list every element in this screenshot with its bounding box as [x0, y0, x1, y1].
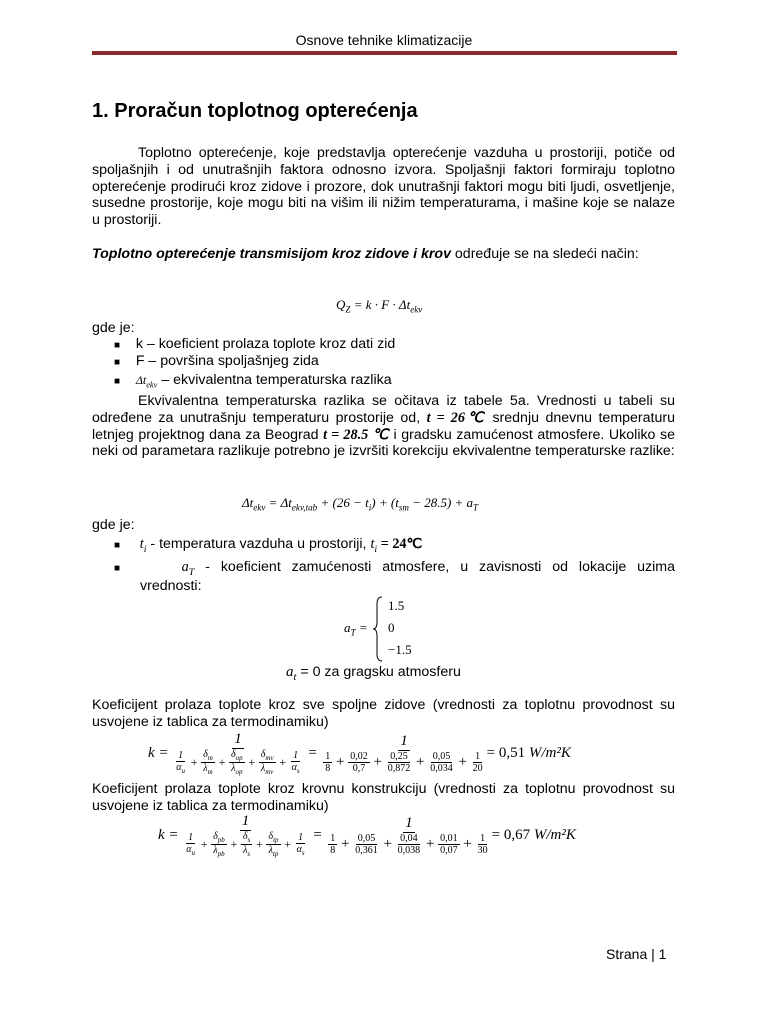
bullet-marker: ■: [114, 563, 128, 574]
k-lhs-roof: k =: [158, 827, 183, 843]
formula-walls: k = 1 $\frac{1}{\alpha_u}$ + $\frac{\delta_m}{\lambda_m}$ + $\frac{\delta_{op}}{\lambda_{op}}$ + $\frac{\delta_{mv}}{\lambda_{mv}}$ + $\frac{1}{\alpha_s}$ = 1 $\frac{1}{8}$ + $\frac{0,02}{0,7}$ + $\frac{0,25}{0,872}$ + $\frac{0,05}{0,034}$ + $\frac{1}{20}$ = 0,51 W/m²K: [148, 731, 571, 776]
bullet-marker: ■: [114, 376, 121, 387]
ti-symbol: $t_i$: [139, 536, 147, 555]
walls-value-fraction: 1 $\frac{1}{8}$ + $\frac{0,02}{0,7}$ + $\frac{0,25}{0,872}$ + $\frac{0,05}{0,034}$ + $\frac{1}{20}$: [325, 733, 483, 774]
equivalent-part3: i gradsku zamućenost atmosfere. Ukoliko se neki od parametara razlikuje potrebno je izvršiti korekciju ekvivalentne temperaturske razlike:: [92, 426, 675, 460]
bullet-f: [114, 353, 319, 369]
formula-qz: $Q_Z = k \cdot F \cdot \Delta t_{ekv}$: [336, 297, 423, 315]
bullet-marker: ■: [114, 540, 121, 551]
at-value-1: 1.5: [388, 598, 405, 613]
k-lhs: k =: [148, 745, 173, 761]
bullet-marker: ■: [114, 357, 121, 368]
bullet-marker: ■: [114, 340, 121, 351]
roof-paragraph: Koeficijent prolaza toplote kroz krovnu konstrukciju (vrednosti za toplotnu provodnost su usvojene iz tablica za termodinamiku): [92, 781, 675, 814]
section-heading: 1. Proračun toplotnog opterećenja: [92, 100, 418, 122]
formula-roof: k = 1 $\frac{1}{\alpha_u}$ + $\frac{\delta_{pb}}{\lambda_{pb}}$ + $\frac{\delta_s}{\lambda_s}$ + $\frac{\delta_{tp}}{\lambda_{tp}}$ + $\frac{1}{\alpha_s}$ = 1 $\frac{1}{8}$ + $\frac{0,05}{0,361}$ + $\frac{0,04}{0,038}$ + $\frac{0,01}{0,07}$ + $\frac{1}{30}$ = 0,67 W/m²K: [158, 813, 576, 858]
equivalent-paragraph: [92, 393, 675, 460]
gde-je-label-2: gde je:: [92, 517, 135, 533]
bullet-at-text: - koeficient zamućenosti atmosfere, u zavisnosti od lokacije uzima: [194, 559, 675, 575]
bullet-dt: [114, 372, 392, 389]
bullet-at-text-2: vrednosti:: [140, 578, 202, 594]
t-inside-value: t = 26℃: [426, 409, 486, 426]
walls-unit: W/m²K: [528, 745, 571, 761]
bullet-k: [114, 336, 395, 352]
formula-correction: $\Delta t_{ekv} = \Delta t_{ekv,tab} + (26 - t_i) + (t_{sm} - 28.5) + a_T$: [242, 495, 479, 513]
urban-lhs: a: [286, 664, 294, 680]
gde-je-label: gde je:: [92, 320, 135, 336]
bullet-k-text: k – koeficient prolaza toplote kroz dati zid: [135, 336, 396, 352]
at-value-2: 0: [388, 620, 395, 635]
bullet-f-text: F – površina spoljašnjeg zida: [135, 353, 319, 369]
roof-result: = 0,67: [491, 827, 531, 843]
transmission-title: Toplotno opterećenje transmisijom kroz zidove i krov: [92, 246, 451, 262]
transmission-paragraph: [92, 246, 675, 263]
page-number: Strana | 1: [606, 946, 667, 962]
roof-unit: W/m²K: [533, 827, 576, 843]
ti-value-sub: i: [374, 543, 378, 555]
brace-icon: [372, 596, 384, 662]
walls-result: = 0,51: [486, 745, 526, 761]
bullet-at: [114, 559, 675, 578]
at-symbol: $a_T$: [181, 559, 195, 578]
header-rule: [92, 51, 677, 55]
roof-main-fraction: 1 $\frac{1}{\alpha_u}$ + $\frac{\delta_{pb}}{\lambda_{pb}}$ + $\frac{\delta_s}{\lambda_s}$ + $\frac{\delta_{tp}}{\lambda_{tp}}$ + $\frac{1}{\alpha_s}$: [186, 813, 305, 858]
roof-value-fraction: 1 $\frac{1}{8}$ + $\frac{0,05}{0,361}$ + $\frac{0,04}{0,038}$ + $\frac{0,01}{0,07}$ + $\frac{1}{30}$: [330, 815, 488, 856]
at-lhs: $a_T$ =: [344, 620, 368, 638]
dt-ekv-symbol: $\Delta t_{ekv}$: [135, 373, 158, 390]
walls-paragraph: Koeficijent prolaza toplote kroz sve spoljne zidove (vrednosti za toplotnu provodnost su usvojene iz tablica za termodinamiku): [92, 697, 675, 730]
intro-paragraph: Toplotno opterećenje, koje predstavlja opterećenje vazduha u prostoriji, potiče od spoljašnjih i od unutrašnjih faktora odnosno izvora. Spoljašnji faktori formiraju toplotno opterećenje prodirući kroz zidove i prozore, dok unutrašnji faktori mogu biti ljudi, osvetljenje, susedne prostorije, koje mogu biti na višim ili nižim temperaturama, i mašine koje se nalaze u prostoriji.: [92, 145, 675, 229]
running-header: Osnove tehnike klimatizacije: [295, 32, 473, 48]
t-day-value: t = 28.5 ℃: [323, 426, 389, 443]
bullet-ti: [114, 536, 422, 555]
at-value-3: −1.5: [388, 642, 412, 657]
bullet-ti-text: - temperatura vazduha u prostoriji,: [146, 536, 371, 552]
ti-value: = 24℃: [377, 536, 423, 552]
bullet-dt-text: – ekvivalentna temperaturska razlika: [161, 372, 392, 388]
urban-text: = 0 za gragsku atmosferu: [296, 664, 461, 680]
urban-sub: t: [293, 672, 297, 683]
equivalent-part1: Ekvivalentna temperaturska razlika se očitava iz tabele 5a. Vrednosti u tabeli su određene za unutrašnju temperaturu prostorije od,: [92, 393, 675, 426]
equivalent-part2: srednju dnevnu temperaturu letnjeg projektnog dana za Beograd: [92, 409, 675, 443]
ti-value-symbol: t: [370, 536, 375, 552]
walls-main-fraction: 1 $\frac{1}{\alpha_u}$ + $\frac{\delta_m}{\lambda_m}$ + $\frac{\delta_{op}}{\lambda_{op}}$ + $\frac{\delta_{mv}}{\lambda_{mv}}$ + $\frac{1}{\alpha_s}$: [176, 731, 300, 776]
urban-line: [286, 664, 461, 683]
transmission-rest: određuje se na sledeći način:: [450, 246, 639, 262]
